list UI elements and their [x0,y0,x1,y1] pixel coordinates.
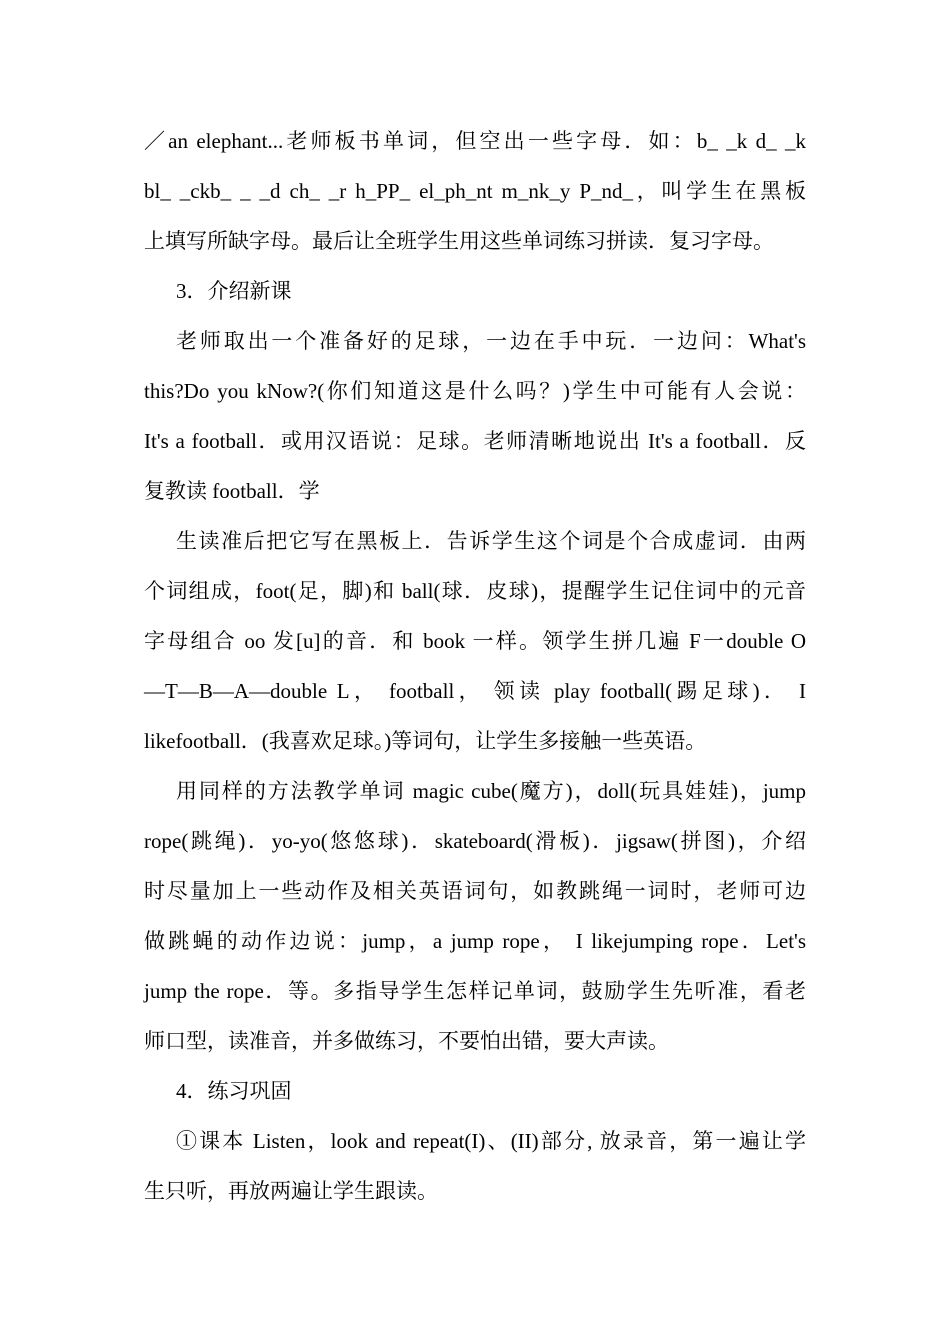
text-line: bl_ _ckb_ _ _d ch_ _r h_PP_ el_ph_nt m_nk_y P_nd_，叫学生在黑板 [144,179,806,203]
text-line: this?Do you kNow?(你们知道这是什么吗？)学生中可能有人会说： [144,379,806,403]
text-line: 老师取出一个准备好的足球，一边在手中玩．一边问：What's [176,329,806,353]
text-line: It's a football．或用汉语说：足球。老师清晰地说出 It's a football．反 [144,429,806,453]
text-line: 师口型，读准音，并多做练习，不要怕出错，要大声读。 [144,1029,669,1053]
section-heading: 3．介绍新课 [176,279,292,303]
text-line: 生只听，再放两遍让学生跟读。 [144,1179,438,1203]
section-heading: 4．练习巩固 [176,1079,292,1103]
text-line: —T—B—A—double L， football， 领读 play football(踢足球)． I [144,679,806,703]
text-line: 复教读 football．学 [144,479,320,503]
text-line: 个词组成，foot(足，脚)和 ball(球．皮球)，提醒学生记住词中的元音 [144,579,806,603]
text-line: ／an elephant...老师板书单词，但空出一些字母．如：b_ _k d_ _k [144,129,806,153]
text-line: 上填写所缺字母。最后让全班学生用这些单词练习拼读．复习字母。 [144,229,774,253]
text-line: 字母组合 oo 发[u]的音．和 book 一样。领学生拼几遍 F一double O [144,629,806,653]
text-line: rope(跳绳)．yo-yo(悠悠球)．skateboard(滑板)．jigsaw(拼图)，介绍 [144,829,806,853]
text-line: ①课本 Listen，look and repeat(I)、(II)部分, 放录音，第一遍让学 [176,1129,806,1153]
text-line: 用同样的方法教学单词 magic cube(魔方)，doll(玩具娃娃)，jump [176,779,806,803]
text-line: 时尽量加上一些动作及相关英语词句，如教跳绳一词时，老师可边 [144,879,806,903]
text-line: 做跳蝇的动作边说：jump，a jump rope， I likejumping rope．Let's [144,929,806,953]
text-line: jump the rope．等。多指导学生怎样记单词，鼓励学生先听准，看老 [144,979,806,1003]
text-line: likefootball．(我喜欢足球。)等词句，让学生多接触一些英语。 [144,729,707,753]
text-line: 生读准后把它写在黑板上．告诉学生这个词是个合成虚词．由两 [176,529,806,553]
